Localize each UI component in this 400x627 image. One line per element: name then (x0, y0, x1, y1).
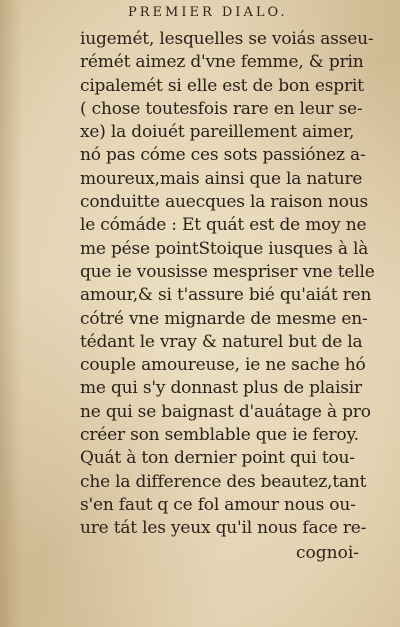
text-line: Quát à ton dernier point qui tou- (80, 448, 355, 469)
body-text (80, 28, 380, 541)
text-line: créer son semblable que ie feroy. (80, 425, 359, 446)
text-line: le cómáde : Et quát est de moy ne (80, 215, 367, 236)
text-line: couple amoureuse, ie ne sache hó (80, 355, 366, 376)
text-line: ne qui se baignast d'auátage à pro (80, 401, 371, 422)
text-line: tédant le vray & naturel but de la (80, 331, 363, 352)
text-line: que ie vousisse mespriser vne telle (80, 261, 375, 282)
text-line: nó pas cóme ces sots passiónez a- (80, 145, 366, 166)
text-line: cótré vne mignarde de mesme en- (80, 308, 368, 329)
text-line: me pése pointStoique iusques à là (80, 238, 369, 259)
text-line: iugemét, lesquelles se voiás asseu- (80, 29, 374, 49)
text-line: conduitte auecques la raison nous (80, 192, 369, 213)
text-line: ( chose toutesfois rare en leur se- (80, 98, 363, 119)
text-line: che la difference des beautez,tant (80, 471, 367, 492)
catchword: cognoi- (296, 543, 360, 563)
text-line: rémét aimez d'vne femme, & prin (80, 52, 364, 73)
text-line: moureux,mais ainsi que la nature (80, 168, 363, 189)
gutter-shadow (0, 0, 22, 627)
text-line: xe) la doiuét pareillement aimer, (80, 122, 355, 143)
text-line: me qui s'y donnast plus de plaisir (80, 378, 362, 399)
text-line: cipalemét si elle est de bon esprit (80, 75, 364, 96)
running-title: PREMIER DIALO. (128, 5, 288, 20)
text-line: amour,& si t'assure bié qu'aiát ren (80, 285, 372, 306)
text-line: ure tát les yeux qu'il nous face re- (80, 518, 367, 539)
text-line: s'en faut q ce fol amour nous ou- (80, 494, 356, 515)
